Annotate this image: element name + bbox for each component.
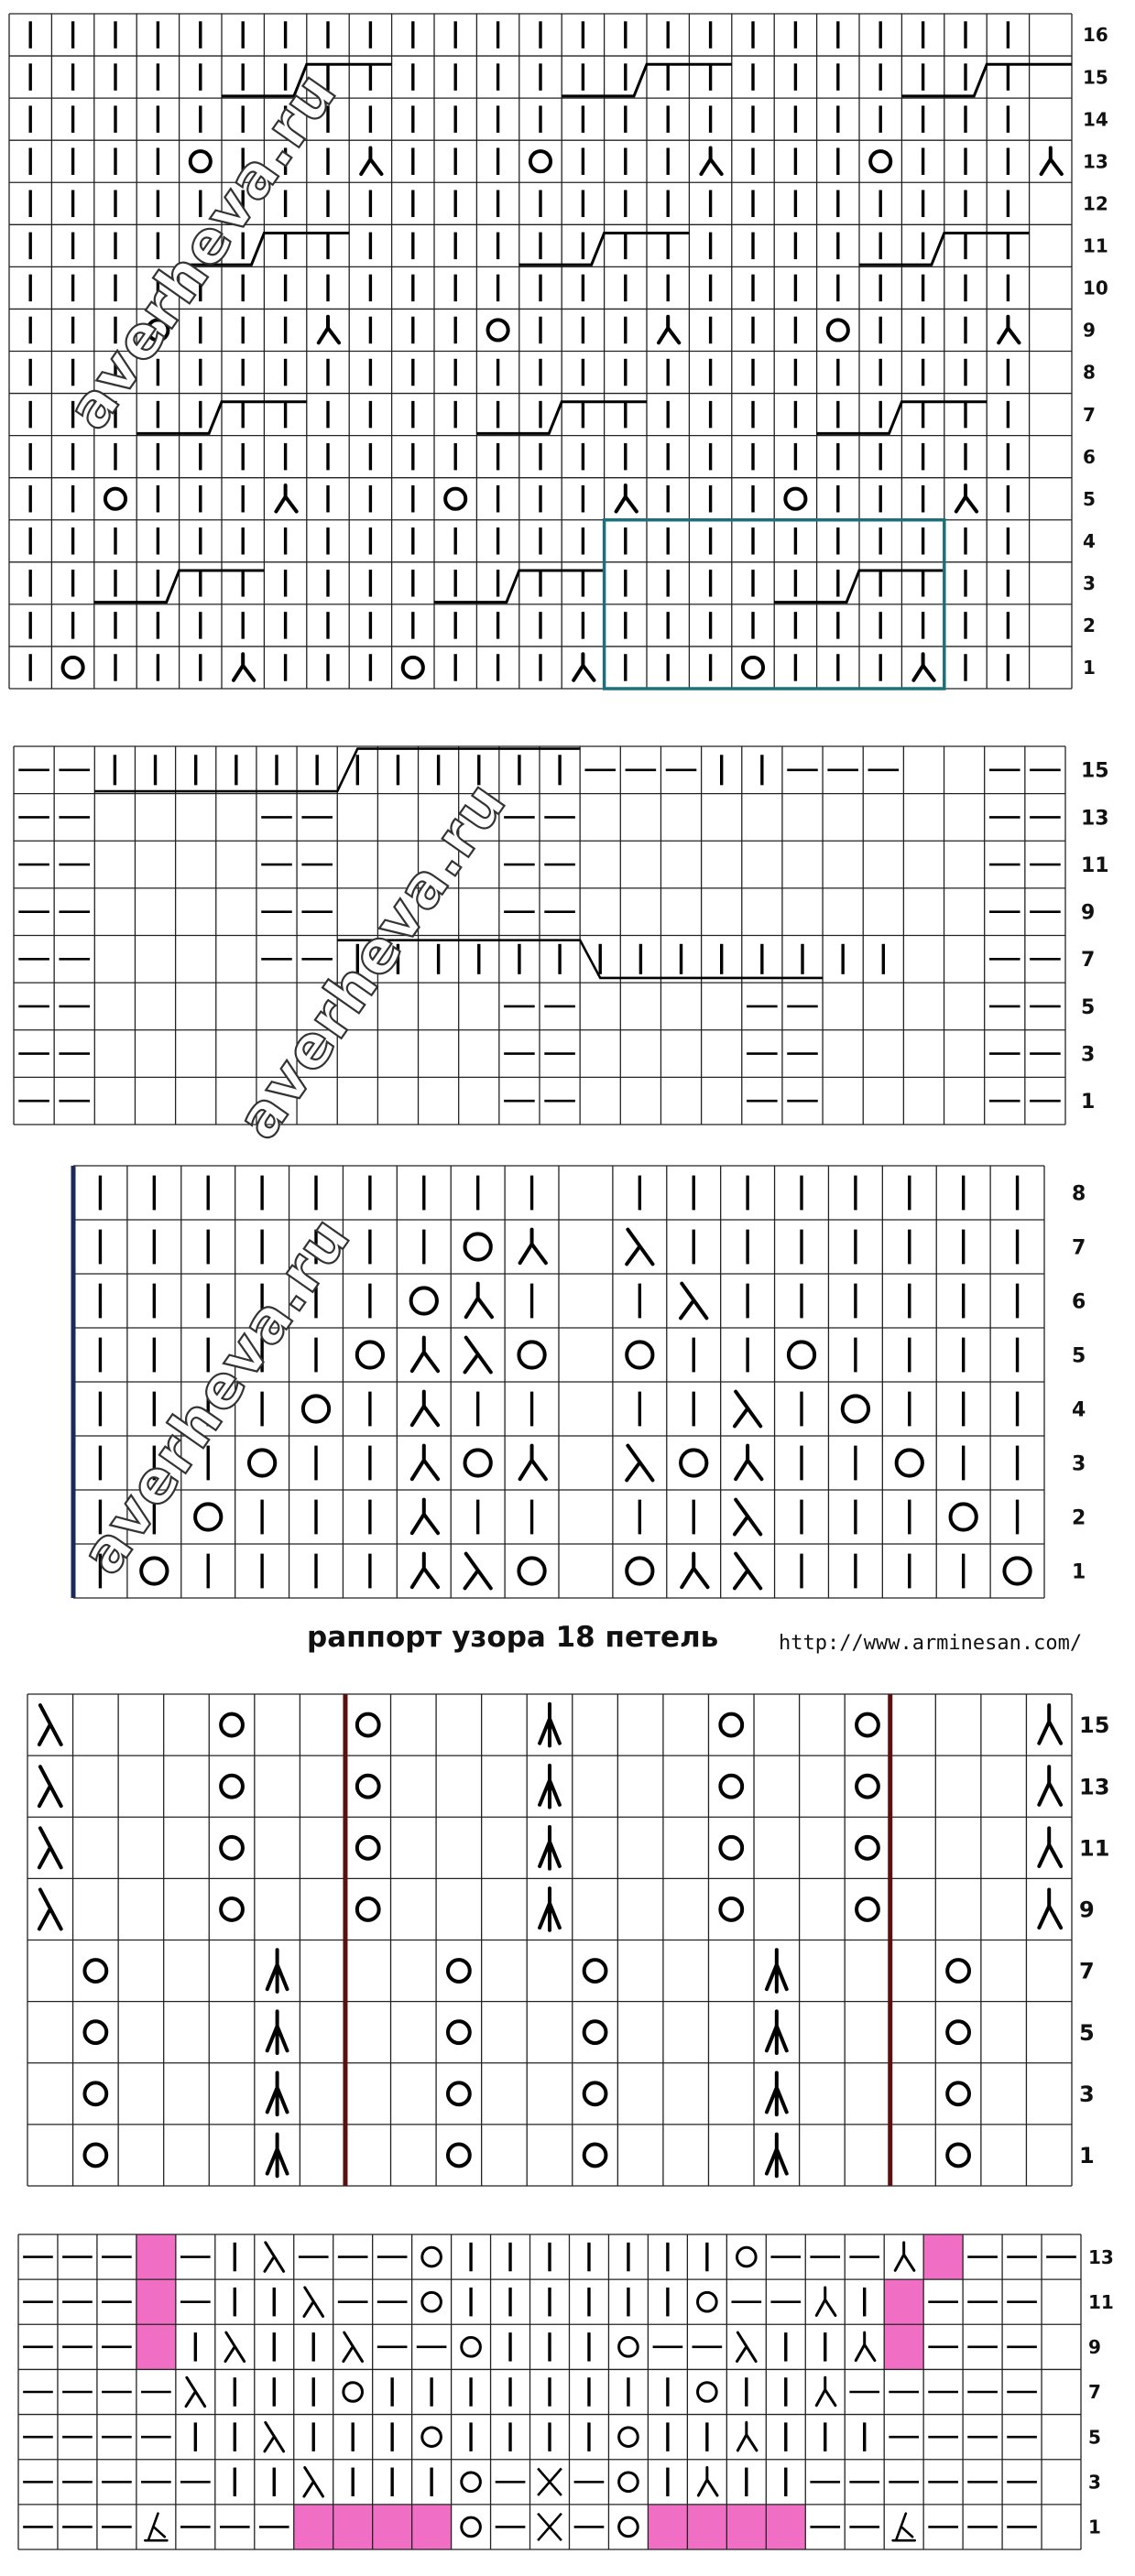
yarn-over-mark <box>619 2428 638 2447</box>
left-decrease-mark <box>344 2332 363 2361</box>
yarn-over-mark <box>448 1960 470 1982</box>
double-decrease-mark <box>767 2072 787 2114</box>
right-decrease-mark <box>412 1338 438 1372</box>
yarn-over-mark <box>530 151 551 171</box>
right-decrease-mark <box>466 1284 492 1318</box>
right-decrease-mark <box>276 485 296 512</box>
double-decrease-mark <box>767 2011 787 2053</box>
right-decrease-mark <box>412 1500 438 1534</box>
right-decrease-mark <box>412 1392 438 1426</box>
yarn-over-mark <box>448 2021 470 2043</box>
no-stitch-cell <box>373 2505 412 2549</box>
no-stitch-cell <box>884 2324 923 2369</box>
yarn-over-mark <box>584 1960 606 1982</box>
yarn-over-mark <box>619 2473 638 2492</box>
left-decrease-mark <box>39 1889 61 1929</box>
row-number-label: 1 <box>1083 657 1096 679</box>
right-decrease-mark <box>412 1554 438 1588</box>
row-number-label: 1 <box>1081 1091 1096 1114</box>
row-number-label: 9 <box>1083 319 1096 342</box>
yarn-over-mark <box>947 2082 969 2104</box>
yarn-over-mark <box>357 1776 379 1798</box>
left-decrease-mark <box>735 1392 760 1427</box>
chart-b <box>14 746 1109 1125</box>
row-number-label: 13 <box>1088 2245 1114 2268</box>
right-decrease-mark <box>1039 1766 1061 1805</box>
right-decrease-mark <box>617 485 637 512</box>
yarn-over-mark <box>584 2082 606 2104</box>
row-number-label: 9 <box>1081 901 1096 925</box>
left-decrease-mark <box>735 1500 760 1535</box>
yarn-over-mark <box>63 658 83 678</box>
double-decrease-mark <box>267 2072 288 2114</box>
yarn-over-mark <box>857 1714 879 1736</box>
row-number-label: 3 <box>1079 2081 1095 2107</box>
yarn-over-mark <box>422 2292 442 2311</box>
yarn-over-mark <box>465 1450 491 1475</box>
left-decrease-mark <box>304 2288 323 2316</box>
yarn-over-mark <box>737 2247 757 2266</box>
right-decrease-mark <box>659 317 679 343</box>
no-stitch-cell <box>766 2505 805 2549</box>
yarn-over-mark <box>857 1837 879 1859</box>
row-number-label: 11 <box>1081 853 1109 877</box>
left-decrease-mark <box>735 1554 760 1589</box>
row-number-label: 15 <box>1081 759 1109 783</box>
yarn-over-mark <box>857 1898 879 1920</box>
yarn-over-mark <box>221 1898 243 1920</box>
yarn-over-mark <box>357 1342 383 1367</box>
left-decrease-mark <box>465 1554 491 1589</box>
row-number-label: 7 <box>1083 403 1096 426</box>
no-stitch-cell <box>412 2505 452 2549</box>
row-number-label: 6 <box>1083 445 1096 468</box>
yarn-over-mark <box>720 1898 742 1920</box>
row-number-label: 13 <box>1081 807 1109 831</box>
yarn-over-mark <box>422 2247 442 2266</box>
row-number-label: 5 <box>1072 1344 1086 1368</box>
row-number-label: 4 <box>1083 529 1096 552</box>
yarn-over-mark <box>422 2428 442 2447</box>
row-number-label: 3 <box>1088 2471 1101 2494</box>
yarn-over-mark <box>488 320 508 340</box>
row-number-label: 3 <box>1083 572 1096 595</box>
yarn-over-mark <box>462 2473 481 2492</box>
watermark: averheva.ru <box>69 1204 365 1587</box>
right-decrease-mark <box>319 317 339 343</box>
right-decrease-mark <box>1039 1705 1061 1744</box>
right-decrease-mark <box>1042 147 1062 174</box>
no-stitch-cell <box>687 2505 726 2549</box>
no-stitch-cell <box>294 2505 333 2549</box>
yarn-over-mark <box>947 1960 969 1982</box>
row-number-label: 8 <box>1072 1182 1086 1206</box>
yarn-over-mark <box>619 2338 638 2357</box>
double-decrease-mark <box>767 2135 787 2177</box>
left-decrease-mark <box>304 2468 323 2496</box>
row-number-label: 13 <box>1083 150 1108 173</box>
right-decrease-mark <box>737 2422 757 2450</box>
left-decrease-mark <box>186 2377 205 2406</box>
left-decrease-mark <box>265 2422 284 2451</box>
right-decrease-mark <box>701 147 721 174</box>
row-number-label: 11 <box>1083 234 1108 257</box>
yarn-over-mark <box>870 151 890 171</box>
row-number-label: 11 <box>1079 1835 1110 1862</box>
yarn-over-mark <box>947 2145 969 2167</box>
row-number-label: 7 <box>1081 949 1096 973</box>
yarn-over-mark <box>627 1558 652 1583</box>
row-number-label: 1 <box>1079 2143 1095 2169</box>
yarn-over-mark <box>518 1342 544 1367</box>
no-stitch-cell <box>726 2505 766 2549</box>
source-url: http://www.arminesan.com/ <box>779 1632 1083 1655</box>
double-decrease-mark <box>540 1888 560 1930</box>
row-number-label: 2 <box>1083 614 1096 637</box>
row-number-label: 10 <box>1083 277 1108 299</box>
yarn-over-mark <box>84 1960 106 1982</box>
no-stitch-cell <box>136 2234 176 2279</box>
yarn-over-mark <box>191 151 211 171</box>
left-decrease-mark <box>627 1446 652 1481</box>
yarn-over-mark <box>698 2292 717 2311</box>
no-stitch-cell <box>136 2279 176 2324</box>
left-decrease-mark <box>225 2332 245 2361</box>
right-decrease-mark <box>1039 1889 1061 1928</box>
left-decrease-mark <box>39 1828 61 1867</box>
no-stitch-cell <box>923 2234 963 2279</box>
yarn-over-mark <box>584 2145 606 2167</box>
yarn-over-mark <box>448 2082 470 2104</box>
no-stitch-cell <box>648 2505 687 2549</box>
yarn-over-mark <box>357 1898 379 1920</box>
yarn-over-mark <box>681 1450 706 1475</box>
double-decrease-mark <box>540 1827 560 1869</box>
left-decrease-mark <box>39 1705 61 1745</box>
yarn-over-mark <box>698 2383 717 2402</box>
yarn-over-mark <box>789 1342 814 1367</box>
row-number-label: 11 <box>1088 2290 1114 2313</box>
chart-d <box>27 1694 1109 2186</box>
yarn-over-mark <box>518 1558 544 1583</box>
yarn-over-mark <box>357 1837 379 1859</box>
yarn-over-mark <box>584 2021 606 2043</box>
left-decrease-mark <box>627 1230 652 1265</box>
cluster-stitch-mark <box>145 2514 167 2540</box>
yarn-over-mark <box>84 2021 106 2043</box>
yarn-over-mark <box>843 1396 868 1421</box>
row-number-label: 6 <box>1072 1290 1086 1314</box>
yarn-over-mark <box>221 1714 243 1736</box>
left-decrease-mark <box>681 1284 706 1319</box>
row-number-label: 13 <box>1079 1774 1110 1800</box>
row-number-label: 7 <box>1088 2381 1101 2404</box>
yarn-over-mark <box>951 1504 977 1529</box>
yarn-over-mark <box>221 1837 243 1859</box>
row-number-label: 5 <box>1088 2426 1101 2449</box>
row-number-label: 14 <box>1083 108 1108 131</box>
row-number-label: 1 <box>1088 2516 1101 2538</box>
row-number-label: 5 <box>1083 487 1096 510</box>
right-decrease-mark <box>520 1230 546 1264</box>
yarn-over-mark <box>445 489 465 509</box>
yarn-over-mark <box>627 1342 652 1367</box>
right-decrease-mark <box>682 1554 707 1588</box>
right-decrease-mark <box>816 2288 835 2315</box>
yarn-over-mark <box>221 1776 243 1798</box>
yarn-over-mark <box>465 1234 491 1259</box>
chart-e <box>18 2234 1114 2549</box>
row-number-label: 7 <box>1072 1236 1086 1260</box>
cluster-stitch-mark <box>893 2514 915 2540</box>
watermark: averheva.ru <box>224 769 520 1152</box>
right-decrease-mark <box>856 2332 875 2360</box>
yarn-over-mark <box>857 1776 879 1798</box>
right-decrease-mark <box>895 2243 914 2270</box>
double-decrease-mark <box>767 1950 787 1992</box>
right-decrease-mark <box>234 654 254 680</box>
yarn-over-mark <box>411 1288 437 1313</box>
yarn-over-mark <box>897 1450 922 1475</box>
row-number-label: 7 <box>1079 1958 1095 1984</box>
row-number-label: 1 <box>1072 1560 1086 1584</box>
yarn-over-mark <box>84 2145 106 2167</box>
crossed-stitch-mark <box>538 2514 562 2540</box>
left-decrease-mark <box>737 2332 757 2361</box>
yarn-over-mark <box>462 2338 481 2357</box>
right-decrease-mark <box>956 485 977 512</box>
yarn-over-mark <box>105 489 126 509</box>
yarn-over-mark <box>357 1714 379 1736</box>
row-number-label: 8 <box>1083 361 1096 384</box>
double-decrease-mark <box>267 2135 288 2177</box>
pattern-repeat-caption: раппорт узора 18 петель <box>307 1621 719 1654</box>
row-number-label: 3 <box>1081 1043 1096 1067</box>
right-decrease-mark <box>999 317 1019 343</box>
yarn-over-mark <box>743 658 763 678</box>
left-decrease-mark <box>465 1338 491 1373</box>
yarn-over-mark <box>947 2021 969 2043</box>
row-number-label: 5 <box>1079 2019 1095 2046</box>
row-number-label: 4 <box>1072 1398 1086 1422</box>
right-decrease-mark <box>412 1446 438 1480</box>
watermark: averheva.ru <box>55 60 351 442</box>
yarn-over-mark <box>84 2082 106 2104</box>
right-decrease-mark <box>520 1446 546 1480</box>
row-number-label: 5 <box>1081 995 1096 1019</box>
row-number-label: 15 <box>1083 66 1108 89</box>
yarn-over-mark <box>785 489 805 509</box>
yarn-over-mark <box>344 2383 363 2402</box>
yarn-over-mark <box>141 1558 167 1583</box>
right-decrease-mark <box>698 2468 717 2495</box>
double-decrease-mark <box>267 1950 288 1992</box>
row-number-label: 9 <box>1079 1897 1095 1923</box>
yarn-over-mark <box>828 320 848 340</box>
right-decrease-mark <box>816 2377 835 2405</box>
yarn-over-mark <box>720 1714 742 1736</box>
yarn-over-mark <box>1004 1558 1030 1583</box>
yarn-over-mark <box>720 1776 742 1798</box>
row-number-label: 16 <box>1083 24 1108 47</box>
double-decrease-mark <box>540 1766 560 1808</box>
row-number-label: 3 <box>1072 1452 1086 1476</box>
yarn-over-mark <box>303 1396 329 1421</box>
yarn-over-mark <box>403 658 423 678</box>
no-stitch-cell <box>136 2324 176 2369</box>
crossed-stitch-mark <box>538 2469 562 2495</box>
yarn-over-mark <box>195 1504 221 1529</box>
row-number-label: 15 <box>1079 1712 1110 1739</box>
right-decrease-mark <box>361 147 381 174</box>
left-decrease-mark <box>265 2243 284 2271</box>
row-number-label: 2 <box>1072 1506 1086 1530</box>
yarn-over-mark <box>462 2517 481 2537</box>
yarn-over-mark <box>720 1837 742 1859</box>
no-stitch-cell <box>333 2505 373 2549</box>
yarn-over-mark <box>249 1450 275 1475</box>
right-decrease-mark <box>913 654 933 680</box>
double-decrease-mark <box>267 2011 288 2053</box>
chart-a <box>9 14 1108 689</box>
double-decrease-mark <box>540 1704 560 1746</box>
yarn-over-mark <box>448 2145 470 2167</box>
no-stitch-cell <box>884 2279 923 2324</box>
yarn-over-mark <box>619 2517 638 2537</box>
right-decrease-mark <box>573 654 594 680</box>
row-number-label: 12 <box>1083 192 1108 215</box>
left-decrease-mark <box>39 1766 61 1806</box>
right-decrease-mark <box>1039 1828 1061 1866</box>
right-decrease-mark <box>736 1446 761 1480</box>
row-number-label: 9 <box>1088 2336 1101 2359</box>
